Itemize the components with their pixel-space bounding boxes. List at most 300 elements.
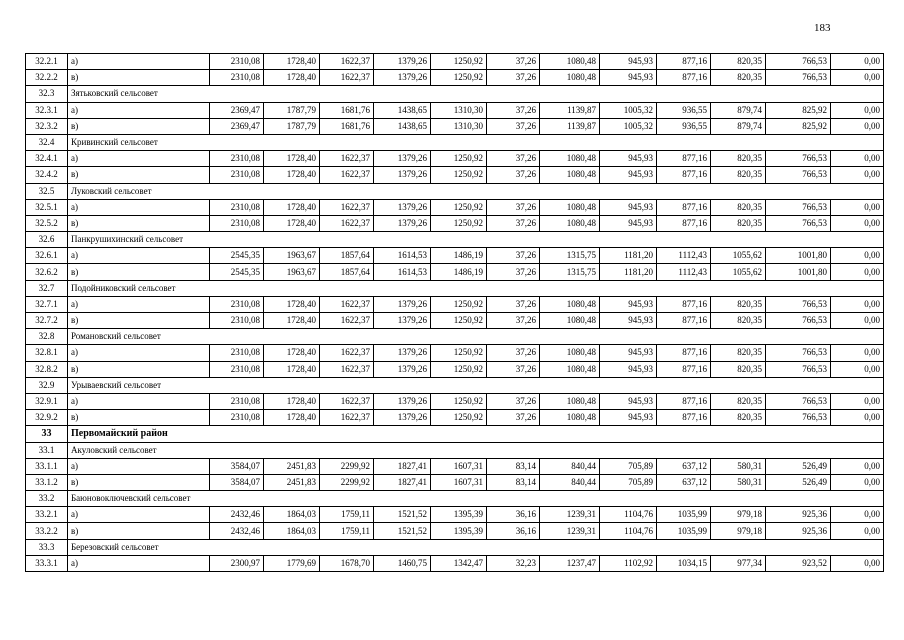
value-cell: 1310,30 (431, 118, 487, 134)
value-cell: 1728,40 (264, 199, 320, 215)
table-row (26, 167, 884, 183)
value-cell: 2310,08 (210, 393, 264, 409)
row-code: 32.9 (26, 377, 68, 393)
value-cell: 0,00 (831, 393, 884, 409)
value-cell: 945,93 (600, 410, 657, 426)
value-cell: 0,00 (831, 458, 884, 474)
row-code: 32.7.2 (26, 313, 68, 329)
row-code: 32.6.2 (26, 264, 68, 280)
value-cell: 1034,15 (657, 555, 711, 571)
row-code: 32.3.2 (26, 118, 68, 134)
value-cell: 1521,52 (374, 507, 431, 523)
row-code: 32.3.1 (26, 102, 68, 118)
value-cell: 1395,39 (431, 523, 487, 539)
value-cell: 1250,92 (431, 167, 487, 183)
value-cell: 37,26 (487, 393, 540, 409)
table-row (26, 507, 884, 523)
value-cell: 1080,48 (540, 410, 600, 426)
value-cell: 1080,48 (540, 70, 600, 86)
value-cell: 1379,26 (374, 199, 431, 215)
value-cell: 2299,92 (320, 458, 374, 474)
value-cell: 1614,53 (374, 248, 431, 264)
section-title: Луковский сельсовет (68, 183, 884, 199)
section-row (26, 183, 884, 199)
table-row (26, 264, 884, 280)
value-cell: 0,00 (831, 118, 884, 134)
value-cell: 877,16 (657, 296, 711, 312)
value-cell: 37,26 (487, 167, 540, 183)
value-cell: 1250,92 (431, 313, 487, 329)
value-cell: 820,35 (711, 296, 766, 312)
value-cell: 945,93 (600, 215, 657, 231)
value-cell: 0,00 (831, 167, 884, 183)
value-cell: 37,26 (487, 102, 540, 118)
value-cell: 1622,37 (320, 393, 374, 409)
value-cell: 840,44 (540, 474, 600, 490)
value-cell: 825,92 (766, 102, 831, 118)
value-cell: 766,53 (766, 361, 831, 377)
value-cell: 2432,46 (210, 507, 264, 523)
row-code: 32.2.2 (26, 70, 68, 86)
value-cell: 36,16 (487, 507, 540, 523)
value-cell: 1681,76 (320, 102, 374, 118)
value-cell: 1728,40 (264, 70, 320, 86)
value-cell: 1622,37 (320, 313, 374, 329)
row-code: 32.5.2 (26, 215, 68, 231)
value-cell: 1379,26 (374, 54, 431, 70)
value-cell: 1438,65 (374, 102, 431, 118)
value-cell: 1342,47 (431, 555, 487, 571)
value-cell: 1102,92 (600, 555, 657, 571)
tariff-table (25, 53, 884, 572)
value-cell: 1250,92 (431, 215, 487, 231)
value-cell: 0,00 (831, 313, 884, 329)
value-cell: 1104,76 (600, 507, 657, 523)
table-row (26, 248, 884, 264)
value-cell: 1827,41 (374, 474, 431, 490)
value-cell: 0,00 (831, 151, 884, 167)
value-cell: 1622,37 (320, 410, 374, 426)
value-cell: 2310,08 (210, 345, 264, 361)
value-cell: 1787,79 (264, 102, 320, 118)
value-cell: 1379,26 (374, 313, 431, 329)
table-row (26, 118, 884, 134)
value-cell: 1001,80 (766, 264, 831, 280)
value-cell: 1857,64 (320, 264, 374, 280)
row-label: а) (68, 199, 210, 215)
value-cell: 2545,35 (210, 264, 264, 280)
value-cell: 825,92 (766, 118, 831, 134)
value-cell: 0,00 (831, 361, 884, 377)
value-cell: 1310,30 (431, 102, 487, 118)
value-cell: 766,53 (766, 54, 831, 70)
value-cell: 2369,47 (210, 102, 264, 118)
value-cell: 83,14 (487, 474, 540, 490)
value-cell: 1104,76 (600, 523, 657, 539)
row-label: а) (68, 248, 210, 264)
value-cell: 1622,37 (320, 199, 374, 215)
value-cell: 1315,75 (540, 248, 600, 264)
table-row (26, 151, 884, 167)
value-cell: 945,93 (600, 54, 657, 70)
value-cell: 766,53 (766, 151, 831, 167)
value-cell: 1112,43 (657, 264, 711, 280)
table-row (26, 102, 884, 118)
value-cell: 877,16 (657, 361, 711, 377)
value-cell: 1250,92 (431, 70, 487, 86)
value-cell: 1728,40 (264, 167, 320, 183)
row-code: 32.6 (26, 232, 68, 248)
section-title: Кривинский сельсовет (68, 134, 884, 150)
value-cell: 945,93 (600, 345, 657, 361)
value-cell: 0,00 (831, 345, 884, 361)
value-cell: 979,18 (711, 523, 766, 539)
value-cell: 1080,48 (540, 151, 600, 167)
value-cell: 37,26 (487, 264, 540, 280)
value-cell: 1614,53 (374, 264, 431, 280)
value-cell: 1728,40 (264, 410, 320, 426)
value-cell: 877,16 (657, 70, 711, 86)
value-cell: 1857,64 (320, 248, 374, 264)
row-code: 32.4.2 (26, 167, 68, 183)
value-cell: 1035,99 (657, 507, 711, 523)
value-cell: 877,16 (657, 167, 711, 183)
value-cell: 0,00 (831, 555, 884, 571)
value-cell: 820,35 (711, 70, 766, 86)
row-code: 32.8.1 (26, 345, 68, 361)
value-cell: 0,00 (831, 248, 884, 264)
value-cell: 2369,47 (210, 118, 264, 134)
row-label: в) (68, 313, 210, 329)
value-cell: 820,35 (711, 393, 766, 409)
value-cell: 1759,11 (320, 523, 374, 539)
row-code: 32.6.1 (26, 248, 68, 264)
value-cell: 820,35 (711, 54, 766, 70)
row-code: 32.5 (26, 183, 68, 199)
value-cell: 1250,92 (431, 54, 487, 70)
value-cell: 1622,37 (320, 54, 374, 70)
value-cell: 637,12 (657, 458, 711, 474)
value-cell: 977,34 (711, 555, 766, 571)
value-cell: 1250,92 (431, 199, 487, 215)
value-cell: 820,35 (711, 199, 766, 215)
value-cell: 37,26 (487, 70, 540, 86)
row-label: в) (68, 167, 210, 183)
section-row (26, 232, 884, 248)
section-row (26, 442, 884, 458)
row-code: 33.3 (26, 539, 68, 555)
row-code: 33.1 (26, 442, 68, 458)
value-cell: 820,35 (711, 410, 766, 426)
row-code: 33.3.1 (26, 555, 68, 571)
section-title: Урываевский сельсовет (68, 377, 884, 393)
value-cell: 945,93 (600, 313, 657, 329)
value-cell: 766,53 (766, 215, 831, 231)
value-cell: 3584,07 (210, 474, 264, 490)
row-code: 32.9.2 (26, 410, 68, 426)
value-cell: 1005,32 (600, 102, 657, 118)
row-code: 32.4.1 (26, 151, 68, 167)
value-cell: 945,93 (600, 70, 657, 86)
section-row (26, 491, 884, 507)
value-cell: 1622,37 (320, 151, 374, 167)
table-row (26, 70, 884, 86)
value-cell: 945,93 (600, 393, 657, 409)
row-code: 32.5.1 (26, 199, 68, 215)
row-label: в) (68, 215, 210, 231)
value-cell: 925,36 (766, 523, 831, 539)
value-cell: 1622,37 (320, 361, 374, 377)
row-code: 32.8 (26, 329, 68, 345)
row-code: 32.3 (26, 86, 68, 102)
value-cell: 1963,67 (264, 248, 320, 264)
value-cell: 945,93 (600, 199, 657, 215)
table-row (26, 474, 884, 490)
row-label: в) (68, 118, 210, 134)
value-cell: 1460,75 (374, 555, 431, 571)
section-row (26, 280, 884, 296)
value-cell: 820,35 (711, 361, 766, 377)
row-label: а) (68, 345, 210, 361)
value-cell: 1787,79 (264, 118, 320, 134)
value-cell: 877,16 (657, 151, 711, 167)
value-cell: 1080,48 (540, 215, 600, 231)
value-cell: 37,26 (487, 296, 540, 312)
value-cell: 1181,20 (600, 264, 657, 280)
value-cell: 945,93 (600, 167, 657, 183)
value-cell: 1239,31 (540, 507, 600, 523)
value-cell: 1728,40 (264, 54, 320, 70)
value-cell: 879,74 (711, 118, 766, 134)
value-cell: 840,44 (540, 458, 600, 474)
section-row (26, 377, 884, 393)
value-cell: 2432,46 (210, 523, 264, 539)
value-cell: 1438,65 (374, 118, 431, 134)
value-cell: 1080,48 (540, 361, 600, 377)
value-cell: 1728,40 (264, 361, 320, 377)
value-cell: 36,16 (487, 523, 540, 539)
value-cell: 1486,19 (431, 248, 487, 264)
value-cell: 1622,37 (320, 296, 374, 312)
value-cell: 37,26 (487, 118, 540, 134)
section-title: Акуловский сельсовет (68, 442, 884, 458)
value-cell: 877,16 (657, 410, 711, 426)
value-cell: 1250,92 (431, 345, 487, 361)
value-cell: 936,55 (657, 118, 711, 134)
value-cell: 1080,48 (540, 167, 600, 183)
value-cell: 945,93 (600, 361, 657, 377)
value-cell: 1728,40 (264, 345, 320, 361)
value-cell: 0,00 (831, 102, 884, 118)
value-cell: 766,53 (766, 296, 831, 312)
value-cell: 1080,48 (540, 296, 600, 312)
value-cell: 877,16 (657, 54, 711, 70)
table-row (26, 555, 884, 571)
value-cell: 3584,07 (210, 458, 264, 474)
value-cell: 1379,26 (374, 167, 431, 183)
value-cell: 2310,08 (210, 70, 264, 86)
value-cell: 1250,92 (431, 296, 487, 312)
value-cell: 1379,26 (374, 361, 431, 377)
value-cell: 766,53 (766, 393, 831, 409)
value-cell: 1607,31 (431, 458, 487, 474)
value-cell: 37,26 (487, 361, 540, 377)
row-code: 33.2 (26, 491, 68, 507)
value-cell: 820,35 (711, 151, 766, 167)
table-row (26, 296, 884, 312)
value-cell: 2451,83 (264, 474, 320, 490)
value-cell: 1622,37 (320, 167, 374, 183)
value-cell: 0,00 (831, 199, 884, 215)
value-cell: 637,12 (657, 474, 711, 490)
value-cell: 766,53 (766, 345, 831, 361)
section-row (26, 86, 884, 102)
row-label: в) (68, 361, 210, 377)
section-title: Первомайский район (68, 426, 884, 442)
value-cell: 936,55 (657, 102, 711, 118)
value-cell: 526,49 (766, 474, 831, 490)
value-cell: 766,53 (766, 70, 831, 86)
row-code: 33.2.2 (26, 523, 68, 539)
value-cell: 1963,67 (264, 264, 320, 280)
value-cell: 766,53 (766, 313, 831, 329)
value-cell: 2545,35 (210, 248, 264, 264)
value-cell: 820,35 (711, 215, 766, 231)
value-cell: 37,26 (487, 215, 540, 231)
table-row (26, 54, 884, 70)
value-cell: 1486,19 (431, 264, 487, 280)
table-row (26, 361, 884, 377)
value-cell: 1080,48 (540, 345, 600, 361)
value-cell: 1112,43 (657, 248, 711, 264)
value-cell: 1827,41 (374, 458, 431, 474)
value-cell: 2310,08 (210, 361, 264, 377)
value-cell: 1250,92 (431, 361, 487, 377)
value-cell: 0,00 (831, 523, 884, 539)
value-cell: 1728,40 (264, 151, 320, 167)
value-cell: 945,93 (600, 296, 657, 312)
row-code: 32.9.1 (26, 393, 68, 409)
value-cell: 83,14 (487, 458, 540, 474)
row-label: в) (68, 410, 210, 426)
value-cell: 0,00 (831, 264, 884, 280)
row-label: а) (68, 296, 210, 312)
value-cell: 1181,20 (600, 248, 657, 264)
row-code: 32.7 (26, 280, 68, 296)
table-row (26, 199, 884, 215)
row-code: 33 (26, 426, 68, 442)
value-cell: 820,35 (711, 313, 766, 329)
table-row (26, 215, 884, 231)
section-title: Подойниковский сельсовет (68, 280, 884, 296)
value-cell: 1379,26 (374, 296, 431, 312)
value-cell: 1379,26 (374, 70, 431, 86)
row-label: а) (68, 458, 210, 474)
value-cell: 1864,03 (264, 507, 320, 523)
row-label: а) (68, 393, 210, 409)
value-cell: 37,26 (487, 345, 540, 361)
value-cell: 877,16 (657, 393, 711, 409)
value-cell: 2300,97 (210, 555, 264, 571)
value-cell: 37,26 (487, 248, 540, 264)
value-cell: 37,26 (487, 54, 540, 70)
row-code: 32.7.1 (26, 296, 68, 312)
row-code: 32.2.1 (26, 54, 68, 70)
page-number: 183 (814, 22, 831, 34)
table-row (26, 458, 884, 474)
row-code: 32.8.2 (26, 361, 68, 377)
value-cell: 925,36 (766, 507, 831, 523)
value-cell: 526,49 (766, 458, 831, 474)
value-cell: 1239,31 (540, 523, 600, 539)
section-row (26, 539, 884, 555)
value-cell: 0,00 (831, 215, 884, 231)
table-row (26, 313, 884, 329)
value-cell: 37,26 (487, 313, 540, 329)
value-cell: 1250,92 (431, 393, 487, 409)
value-cell: 820,35 (711, 167, 766, 183)
value-cell: 37,26 (487, 151, 540, 167)
value-cell: 580,31 (711, 474, 766, 490)
table-row (26, 345, 884, 361)
row-code: 32.4 (26, 134, 68, 150)
value-cell: 2310,08 (210, 167, 264, 183)
value-cell: 766,53 (766, 199, 831, 215)
row-label: в) (68, 264, 210, 280)
value-cell: 0,00 (831, 507, 884, 523)
value-cell: 2299,92 (320, 474, 374, 490)
section-row (26, 329, 884, 345)
value-cell: 1315,75 (540, 264, 600, 280)
value-cell: 1622,37 (320, 215, 374, 231)
row-label: в) (68, 474, 210, 490)
value-cell: 1728,40 (264, 393, 320, 409)
value-cell: 1080,48 (540, 54, 600, 70)
section-title: Романовский сельсовет (68, 329, 884, 345)
value-cell: 37,26 (487, 410, 540, 426)
value-cell: 32,23 (487, 555, 540, 571)
value-cell: 1521,52 (374, 523, 431, 539)
value-cell: 0,00 (831, 296, 884, 312)
value-cell: 766,53 (766, 410, 831, 426)
table-row (26, 523, 884, 539)
section-title: Березовский сельсовет (68, 539, 884, 555)
value-cell: 1237,47 (540, 555, 600, 571)
value-cell: 877,16 (657, 313, 711, 329)
row-code: 33.2.1 (26, 507, 68, 523)
value-cell: 37,26 (487, 199, 540, 215)
value-cell: 2451,83 (264, 458, 320, 474)
value-cell: 1139,87 (540, 118, 600, 134)
value-cell: 1379,26 (374, 393, 431, 409)
value-cell: 2310,08 (210, 313, 264, 329)
value-cell: 705,89 (600, 474, 657, 490)
value-cell: 766,53 (766, 167, 831, 183)
row-code: 33.1.1 (26, 458, 68, 474)
value-cell: 1728,40 (264, 313, 320, 329)
value-cell: 0,00 (831, 54, 884, 70)
row-label: а) (68, 102, 210, 118)
row-label: а) (68, 507, 210, 523)
value-cell: 1250,92 (431, 410, 487, 426)
row-label: в) (68, 70, 210, 86)
value-cell: 1250,92 (431, 151, 487, 167)
section-row (26, 426, 884, 442)
value-cell: 1379,26 (374, 345, 431, 361)
value-cell: 1055,62 (711, 264, 766, 280)
value-cell: 1001,80 (766, 248, 831, 264)
value-cell: 1080,48 (540, 313, 600, 329)
